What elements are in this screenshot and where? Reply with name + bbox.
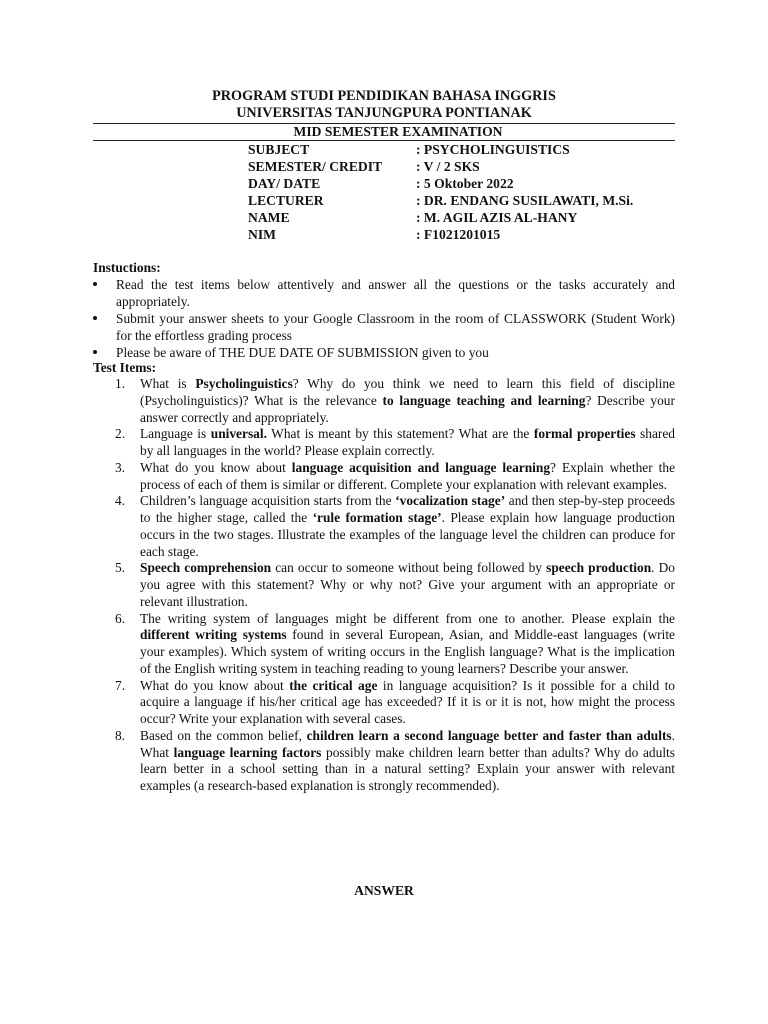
exam-title: MID SEMESTER EXAMINATION [293, 124, 503, 139]
test-item-text: ? Why do you think we need to learn this field of discipline (Psycholinguistics)? What is the relevance [140, 376, 675, 408]
test-item-number: 4. [115, 493, 126, 509]
program-title: PROGRAM STUDI PENDIDIKAN BAHASA INGGRIS [212, 88, 556, 104]
meta-value: : M. AGIL AZIS AL-HANY [416, 210, 578, 225]
instruction-item [93, 276, 675, 310]
test-item-text: What is meant by this statement? What are the [266, 426, 534, 442]
test-item-emphasis: formal properties [533, 426, 636, 442]
test-item-text: ? Explain whether the process of each of them is similar or different. Complete your explanation with relevant examples. [140, 459, 676, 492]
test-item-emphasis: language learning factors [173, 744, 322, 760]
test-item-text: shared by all languages in the world? Please explain correctly. [140, 426, 676, 458]
answer-heading: ANSWER [354, 883, 414, 898]
meta-value: : V / 2 SKS [416, 159, 480, 174]
test-item-text: What is [140, 376, 196, 391]
test-item-emphasis: Psycholinguistics [195, 376, 293, 391]
test-item-text: can occur to someone without being followed by [271, 560, 547, 576]
test-item-number: 8. [115, 727, 126, 743]
test-item-number: 6. [115, 610, 126, 626]
meta-value: : 5 Oktober 2022 [416, 176, 514, 191]
bullet-icon [93, 350, 97, 354]
test-item-text: in language acquisition? Is it possible for a child to acquire a language if his/her critical age has exceeded? If it is or it is not, how might the process occur? Write your explanation with several cases. [140, 677, 676, 726]
university-title: UNIVERSITAS TANJUNGPURA PONTIANAK [236, 105, 532, 121]
test-item-emphasis: different writing systems [140, 627, 287, 643]
meta-label: SEMESTER/ CREDIT [248, 159, 383, 174]
meta-label: LECTURER [248, 193, 324, 208]
instructions-list [93, 276, 675, 361]
meta-value: : F1021201015 [416, 227, 501, 242]
test-item-text: found in several European, Asian, and Middle-east languages (write your examples). Which system of writing occurs in the English language? What is the implication of the English writing system in teaching reading to young learners? Describe your answer. [140, 627, 675, 676]
bullet-icon [93, 282, 97, 286]
test-item [115, 376, 675, 426]
test-item-number: 7. [115, 677, 126, 693]
test-item-number: 2. [115, 426, 126, 442]
test-item [115, 611, 675, 678]
meta-label: DAY/ DATE [248, 176, 321, 191]
test-item-emphasis: ‘vocalization stage’ [395, 493, 506, 509]
meta-value: : PSYCHOLINGUISTICS [416, 142, 570, 157]
test-item-emphasis: to language teaching and learning [382, 392, 586, 408]
test-item-text: . Do you agree with this statement? Why or why not? Give your argument with an appropriate or relevant illustration. [140, 560, 675, 609]
bullet-icon [93, 316, 97, 320]
test-item-emphasis: children learn a second language better and faster than adults [306, 727, 672, 743]
instruction-item [93, 310, 675, 344]
test-items-heading: Test Items: [93, 360, 157, 375]
test-item-number: 1. [115, 376, 126, 391]
test-item [115, 426, 675, 460]
meta-value: : DR. ENDANG SUSILAWATI, M.Si. [416, 193, 634, 208]
test-item-text: . What [140, 727, 676, 760]
instruction-text: Read the test items below attentively and answer all the questions or the tasks accurately and appropriately. [116, 277, 675, 309]
test-item-text: Language is [140, 426, 211, 442]
test-item-text: Children’s language acquisition starts from the [140, 493, 396, 509]
instruction-item [93, 344, 675, 361]
meta-label: SUBJECT [248, 142, 310, 157]
test-item-emphasis: universal. [210, 426, 267, 442]
instruction-text: Submit your answer sheets to your Google Classroom in the room of CLASSWORK (Student Work) for the effortless grading process [116, 311, 675, 343]
header-rule-bottom [93, 140, 675, 141]
test-item-text: possibly make children learn better than adults? Why do adults learn better in a school setting than in a natural setting? Explain your answer with relevant examples (a research-based explanation is strongly recommended). [140, 744, 675, 793]
test-item [115, 460, 675, 494]
test-item-emphasis: ‘rule formation stage’ [312, 510, 442, 525]
test-item [115, 678, 675, 728]
instructions-heading: Instuctions: [93, 260, 161, 275]
test-item-emphasis: speech production [546, 560, 652, 576]
meta-label: NIM [248, 227, 276, 242]
test-item-text: The writing system of languages might be different from one to another. Please explain the [140, 610, 675, 626]
test-item-number: 5. [115, 560, 126, 576]
test-item-text: What do you know about [140, 459, 292, 475]
test-item-emphasis: language acquisition and language learning [291, 459, 551, 475]
test-item-emphasis: Speech comprehension [140, 560, 272, 576]
meta-label: NAME [248, 210, 290, 225]
test-item [115, 493, 675, 560]
test-item [115, 728, 675, 795]
test-item-text: ? Describe your answer correctly and appropriately. [140, 392, 675, 425]
test-item-text: and then step-by-step proceeds to the higher stage, called the [140, 493, 676, 525]
test-item-number: 3. [115, 459, 126, 475]
test-item-text: What do you know about [140, 677, 290, 693]
test-item-text: . Please explain how language production occurs in the two stages. Illustrate the examples of the language level the children can produce for each stage. [140, 510, 675, 559]
test-item-text: Based on the common belief, [140, 727, 307, 743]
test-items-list [115, 376, 675, 795]
test-item-emphasis: the critical age [289, 677, 378, 693]
test-item [115, 560, 675, 610]
instruction-text: Please be aware of THE DUE DATE OF SUBMISSION given to you [116, 345, 489, 360]
